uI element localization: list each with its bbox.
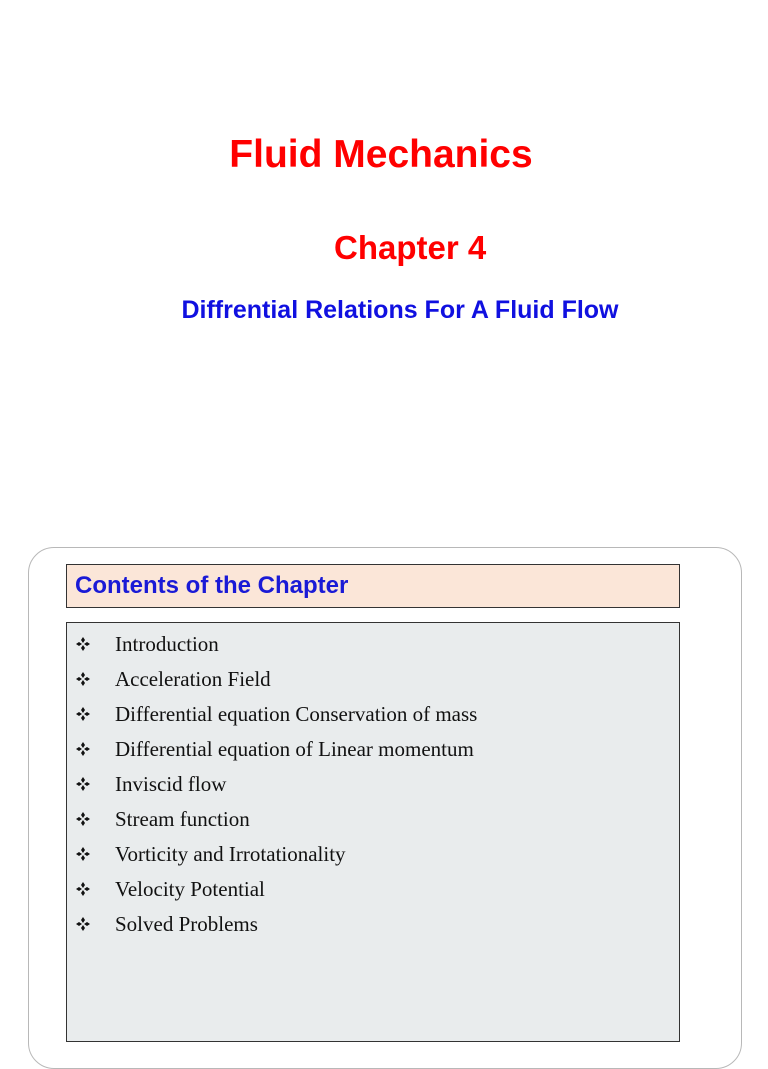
list-item [67, 626, 679, 661]
four-diamond-bullet-icon [76, 882, 90, 896]
list-item-label: Velocity Potential [115, 876, 265, 901]
four-diamond-bullet-icon [76, 672, 90, 686]
chapter-title: Chapter 4 [334, 229, 487, 266]
list-item [67, 836, 679, 871]
list-item-label: Solved Problems [115, 911, 258, 936]
four-diamond-bullet-icon [76, 917, 90, 931]
list-item-label: Stream function [115, 806, 250, 831]
contents-list [67, 626, 679, 941]
title-slide [0, 0, 768, 530]
list-item [67, 766, 679, 801]
contents-header-text: Contents of the Chapter [75, 572, 349, 599]
list-item [67, 906, 679, 941]
list-item [67, 871, 679, 906]
list-item [67, 731, 679, 766]
four-diamond-bullet-icon [76, 847, 90, 861]
contents-list-box [66, 622, 680, 1042]
four-diamond-bullet-icon [76, 742, 90, 756]
four-diamond-bullet-icon [76, 777, 90, 791]
four-diamond-bullet-icon [76, 707, 90, 721]
contents-header [66, 564, 680, 608]
four-diamond-bullet-icon [76, 812, 90, 826]
four-diamond-bullet-icon [76, 637, 90, 651]
list-item-label: Vorticity and Irrotationality [115, 841, 346, 866]
list-item-label: Differential equation Conservation of mass [115, 701, 478, 726]
list-item [67, 661, 679, 696]
list-item [67, 801, 679, 836]
list-item-label: Acceleration Field [115, 666, 271, 691]
chapter-subtitle: Diffrential Relations For A Fluid Flow [181, 296, 619, 324]
list-item-label: Differential equation of Linear momentum [115, 736, 474, 761]
main-title: Fluid Mechanics [229, 133, 533, 176]
list-item-label: Inviscid flow [115, 771, 227, 796]
list-item-label: Introduction [115, 631, 219, 656]
list-item [67, 696, 679, 731]
